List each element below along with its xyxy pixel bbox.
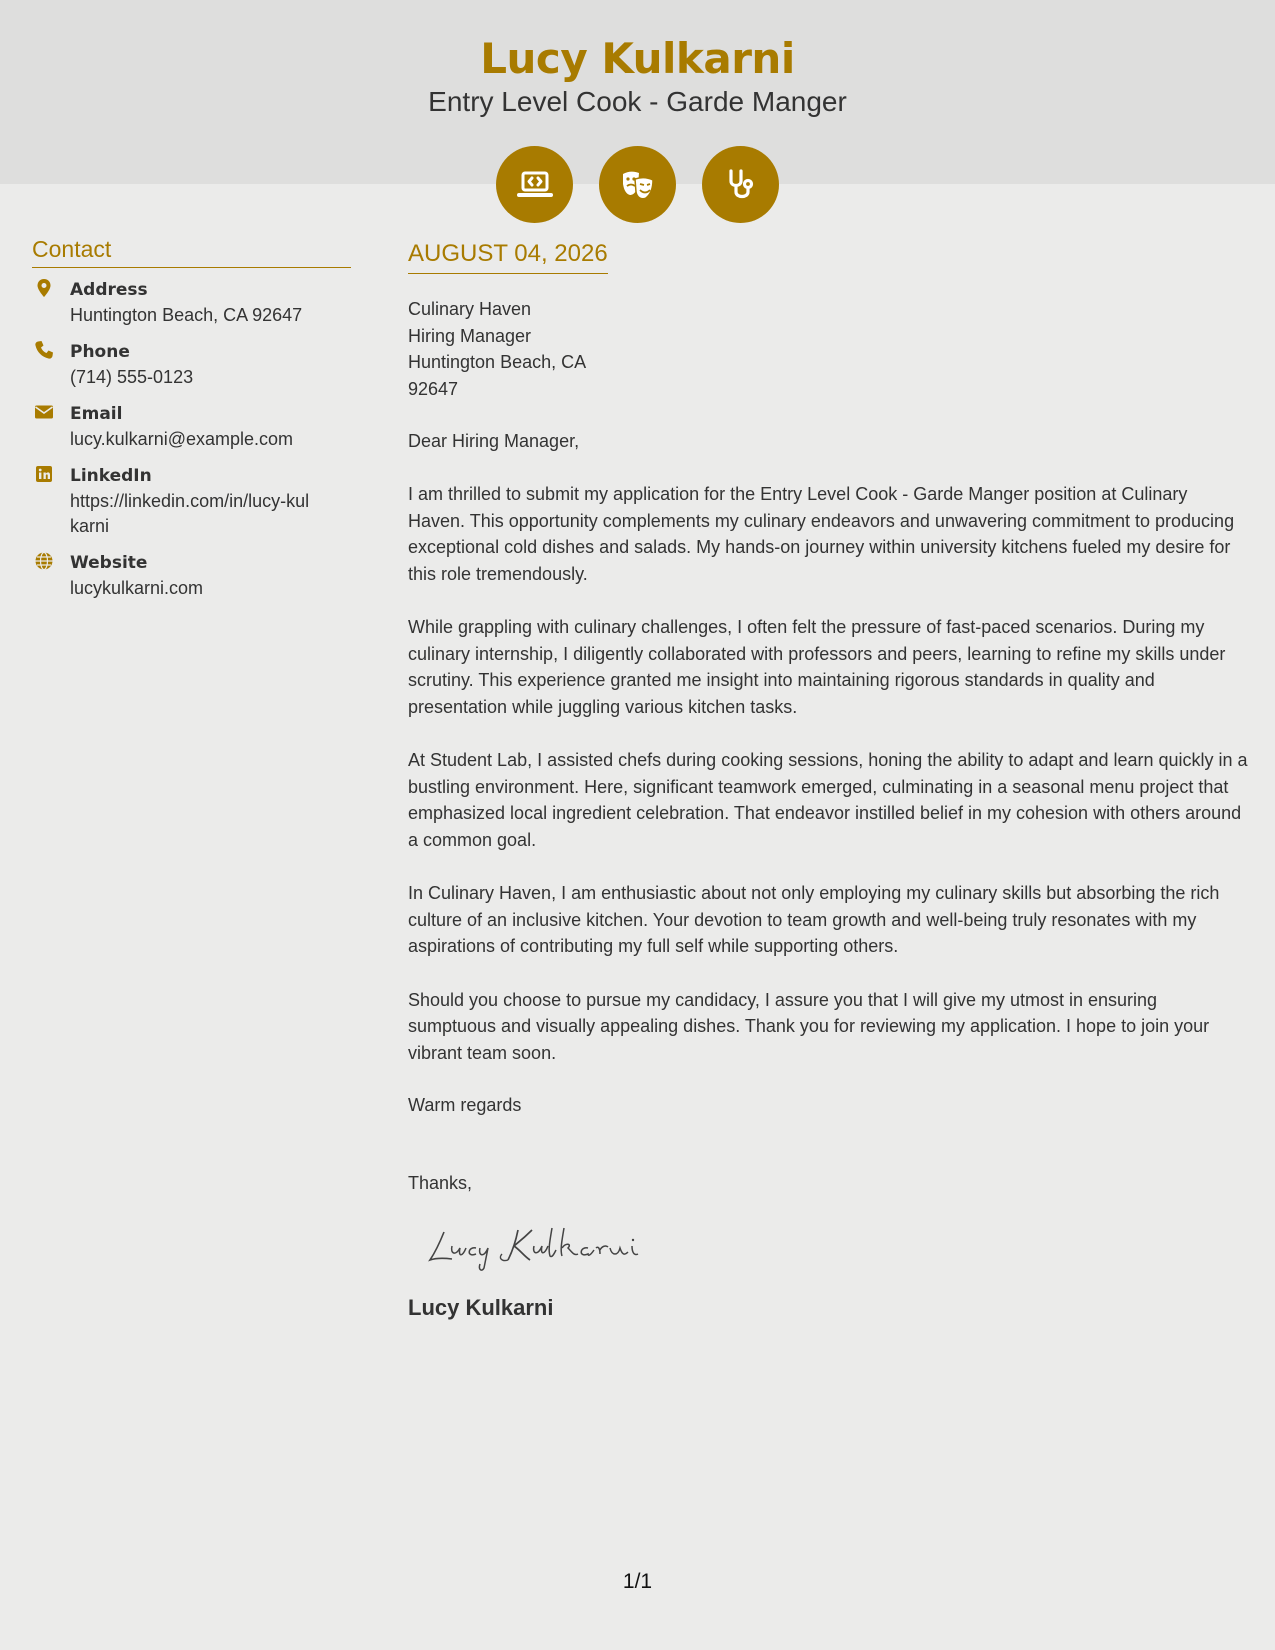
- map-pin-icon: [34, 278, 54, 298]
- letter-body: [408, 240, 1248, 1321]
- job-title: Entry Level Cook - Garde Manger: [428, 86, 847, 117]
- salutation: Dear Hiring Manager,: [408, 431, 580, 451]
- phone-icon: [34, 340, 54, 360]
- recipient-block: [408, 296, 1248, 402]
- contact-linkedin: [32, 464, 351, 539]
- contact-label: Address: [70, 280, 148, 300]
- contact-website: [32, 551, 351, 601]
- signed-name: Lucy Kulkarni: [408, 1295, 554, 1320]
- recipient-title: Hiring Manager: [408, 325, 532, 346]
- contact-value: Huntington Beach, CA 92647: [70, 305, 303, 325]
- letter-paragraph: I am thrilled to submit my application for the Entry Level Cook - Garde Manger position at Culinary Haven. This opportunity complements my culinary endeavors and unwavering commitment to producing exceptional cold dishes and salads. My hands-on journey within university kitchens fueled my desire for this role tremendously.: [408, 484, 1235, 584]
- linkedin-icon: [34, 464, 54, 484]
- contact-heading: Contact: [32, 236, 351, 268]
- contact-address: [32, 278, 351, 328]
- laptop-code-icon: [496, 146, 573, 223]
- contact-value: lucy.kulkarni@example.com: [70, 429, 294, 449]
- letter-paragraph: In Culinary Haven, I am enthusiastic about not only employing my culinary skills but absorbing the rich culture of an inclusive kitchen. Your devotion to team growth and well-being truly resonates with my aspirations of contributing my full self while supporting others.: [408, 883, 1220, 956]
- recipient-company: Culinary Haven: [408, 299, 532, 319]
- candidate-name: Lucy Kulkarni: [480, 34, 795, 83]
- contact-label: Phone: [70, 342, 130, 362]
- closing: Warm regards: [408, 1095, 522, 1115]
- contact-label: Email: [70, 404, 123, 424]
- contact-phone: [32, 340, 351, 390]
- recipient-city: Huntington Beach, CA: [408, 352, 587, 372]
- thanks-line: Thanks,: [408, 1173, 473, 1193]
- contact-value: (714) 555-0123: [70, 367, 194, 387]
- website-link[interactable]: lucykulkarni.com: [70, 578, 204, 598]
- stethoscope-icon: [702, 146, 779, 223]
- handwritten-signature: [422, 1214, 662, 1274]
- letter-paragraph: At Student Lab, I assisted chefs during cooking sessions, honing the ability to adapt and learn quickly in a bustling environment. Here, significant teamwork emerged, culminating in a seasonal menu project that emphasized local ingredient celebration. That endeavor instilled belief in my cohesion with others around a common goal.: [408, 750, 1248, 850]
- contact-label: LinkedIn: [70, 466, 152, 486]
- letter-paragraph: While grappling with culinary challenges, I often felt the pressure of fast-paced scenarios. During my culinary internship, I diligently collaborated with professors and peers, learning to refine my skills under scrutiny. This experience granted me insight into maintaining rigorous standards in quality and presentation while juggling various kitchen tasks.: [408, 617, 1226, 717]
- linkedin-link[interactable]: https://linkedin.com/in/lucy-kulkarni: [70, 491, 310, 536]
- theater-masks-icon: [599, 146, 676, 223]
- contact-sidebar: [32, 236, 351, 613]
- globe-icon: [34, 551, 54, 571]
- page-number: 1/1: [622, 1570, 653, 1593]
- letter-date: AUGUST 04, 2026: [408, 240, 608, 274]
- header-icon-row: [496, 146, 779, 223]
- letter-paragraph: Should you choose to pursue my candidacy, I assure you that I will give my utmost in ensuring sumptuous and visually appealing dishes. Thank you for reviewing my application. I hope to join your vibrant team soon.: [408, 989, 1210, 1063]
- contact-list: [32, 278, 351, 601]
- contact-label: Website: [70, 553, 148, 573]
- envelope-icon: [34, 402, 54, 422]
- contact-email: [32, 402, 351, 452]
- recipient-zip: 92647: [408, 378, 459, 399]
